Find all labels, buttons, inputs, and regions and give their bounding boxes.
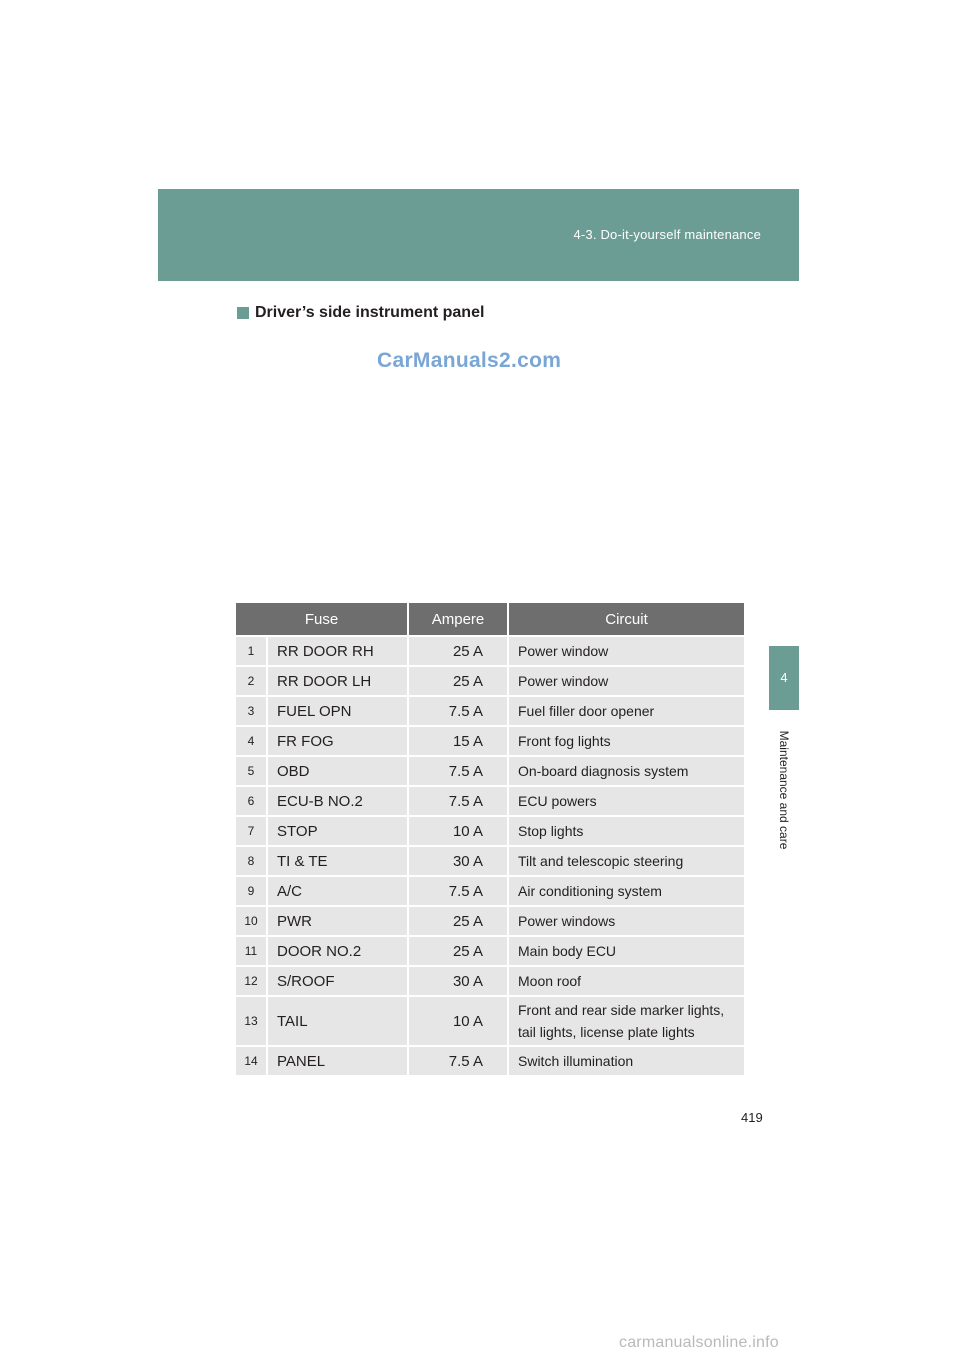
fuse-ampere: 30 A xyxy=(408,846,508,876)
fuse-circuit: Air conditioning system xyxy=(508,876,744,906)
table-row xyxy=(236,846,744,876)
fuse-ampere: 7.5 A xyxy=(408,756,508,786)
fuse-circuit: Stop lights xyxy=(508,816,744,846)
fuse-number: 5 xyxy=(236,756,267,786)
fuse-circuit: ECU powers xyxy=(508,786,744,816)
watermark-logo: CarManuals2.com xyxy=(377,349,562,372)
fuse-name: TAIL xyxy=(267,996,408,1046)
fuse-number: 12 xyxy=(236,966,267,996)
bullet-square-icon xyxy=(237,307,249,319)
header-band xyxy=(158,189,799,281)
fuse-name: ECU-B NO.2 xyxy=(267,786,408,816)
table-row xyxy=(236,696,744,726)
fuse-name: STOP xyxy=(267,816,408,846)
fuse-ampere: 30 A xyxy=(408,966,508,996)
table-row xyxy=(236,756,744,786)
fuse-ampere: 7.5 A xyxy=(408,1046,508,1075)
fuse-ampere: 25 A xyxy=(408,636,508,666)
table-header-row xyxy=(236,603,744,636)
table-row xyxy=(236,936,744,966)
fuse-circuit: Tilt and telescopic steering xyxy=(508,846,744,876)
fuse-circuit: Front fog lights xyxy=(508,726,744,756)
fuse-name: FUEL OPN xyxy=(267,696,408,726)
fuse-ampere: 25 A xyxy=(408,906,508,936)
fuse-ampere: 10 A xyxy=(408,996,508,1046)
watermark-footer: carmanualsonline.info xyxy=(619,1334,779,1351)
fuse-circuit: On-board diagnosis system xyxy=(508,756,744,786)
table-body xyxy=(236,636,744,1075)
table-row xyxy=(236,786,744,816)
fuse-ampere: 25 A xyxy=(408,666,508,696)
fuse-name: PWR xyxy=(267,906,408,936)
fuse-table xyxy=(236,603,744,1075)
column-header-ampere: Ampere xyxy=(408,603,508,636)
table-row xyxy=(236,666,744,696)
section-heading-text: Driver’s side instrument panel xyxy=(255,304,485,321)
fuse-number: 2 xyxy=(236,666,267,696)
fuse-name: TI & TE xyxy=(267,846,408,876)
fuse-circuit: Power window xyxy=(508,636,744,666)
fuse-number: 7 xyxy=(236,816,267,846)
fuse-circuit: Switch illumination xyxy=(508,1046,744,1075)
fuse-number: 11 xyxy=(236,936,267,966)
table-row xyxy=(236,636,744,666)
fuse-name: PANEL xyxy=(267,1046,408,1075)
fuse-number: 14 xyxy=(236,1046,267,1075)
fuse-number: 3 xyxy=(236,696,267,726)
fuse-name: RR DOOR LH xyxy=(267,666,408,696)
section-title: 4-3. Do-it-yourself maintenance xyxy=(573,227,761,242)
chapter-number: 4 xyxy=(769,646,799,710)
fuse-name: S/ROOF xyxy=(267,966,408,996)
fuse-name: A/C xyxy=(267,876,408,906)
table-row xyxy=(236,1046,744,1075)
section-heading xyxy=(237,304,484,322)
fuse-circuit: Main body ECU xyxy=(508,936,744,966)
fuse-circuit: Front and rear side marker lights, tail lights, license plate lights xyxy=(508,996,744,1046)
table-row xyxy=(236,726,744,756)
fuse-number: 6 xyxy=(236,786,267,816)
page-number: 419 xyxy=(741,1110,763,1125)
fuse-circuit: Fuel filler door opener xyxy=(508,696,744,726)
column-header-circuit: Circuit xyxy=(508,603,744,636)
fuse-circuit: Power windows xyxy=(508,906,744,936)
table-row xyxy=(236,996,744,1046)
fuse-name: DOOR NO.2 xyxy=(267,936,408,966)
fuse-number: 13 xyxy=(236,996,267,1046)
fuse-ampere: 7.5 A xyxy=(408,876,508,906)
fuse-ampere: 10 A xyxy=(408,816,508,846)
fuse-ampere: 15 A xyxy=(408,726,508,756)
table-row xyxy=(236,816,744,846)
side-tab-gap xyxy=(769,282,799,646)
column-header-fuse: Fuse xyxy=(236,603,408,636)
table-row xyxy=(236,906,744,936)
fuse-number: 9 xyxy=(236,876,267,906)
table-row xyxy=(236,966,744,996)
fuse-number: 8 xyxy=(236,846,267,876)
fuse-number: 1 xyxy=(236,636,267,666)
fuse-circuit: Power window xyxy=(508,666,744,696)
fuse-name: FR FOG xyxy=(267,726,408,756)
chapter-label: Maintenance and care xyxy=(777,730,791,850)
fuse-ampere: 7.5 A xyxy=(408,786,508,816)
fuse-ampere: 7.5 A xyxy=(408,696,508,726)
fuse-number: 4 xyxy=(236,726,267,756)
fuse-circuit: Moon roof xyxy=(508,966,744,996)
table-row xyxy=(236,876,744,906)
fuse-name: OBD xyxy=(267,756,408,786)
fuse-ampere: 25 A xyxy=(408,936,508,966)
fuse-name: RR DOOR RH xyxy=(267,636,408,666)
fuse-number: 10 xyxy=(236,906,267,936)
